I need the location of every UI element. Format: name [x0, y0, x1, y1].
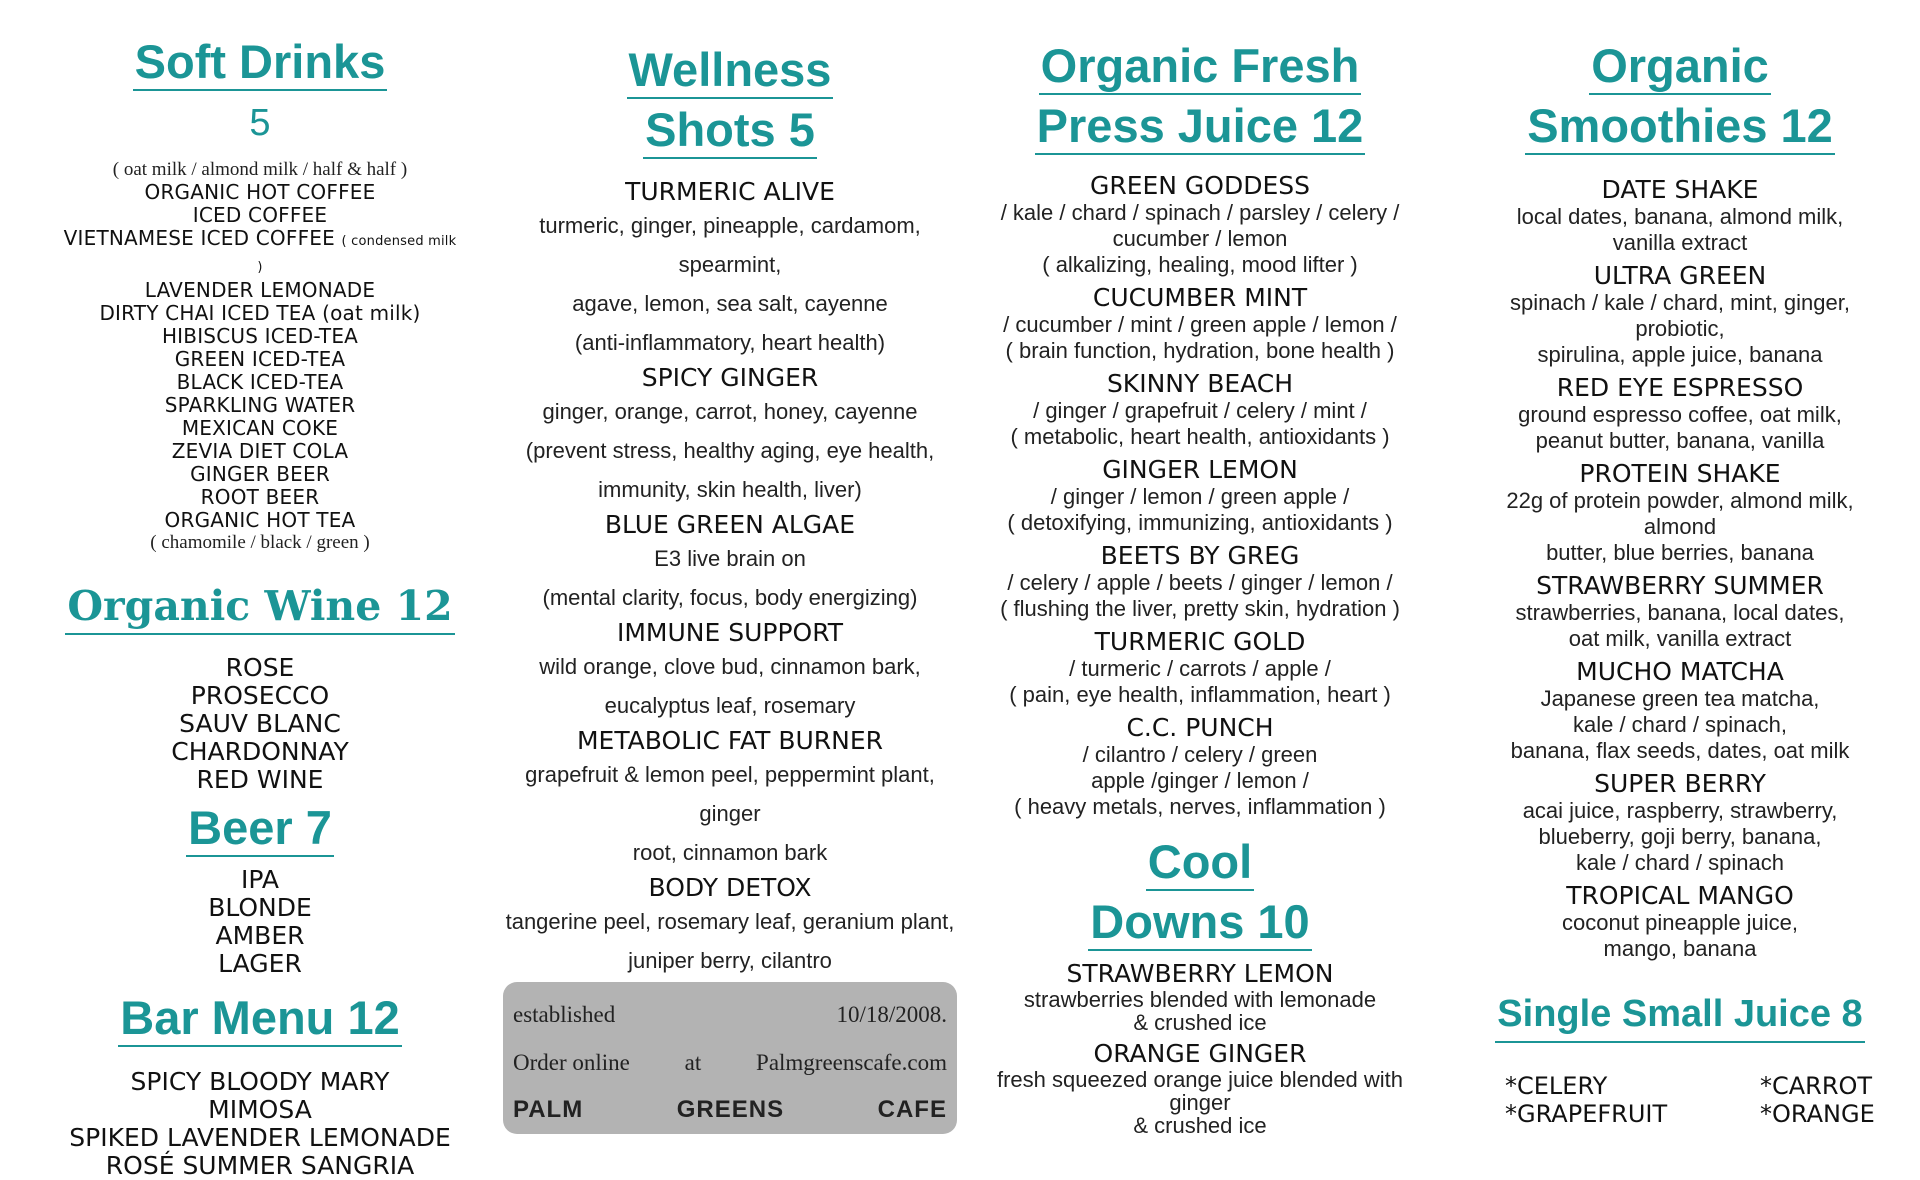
- wellness-list: [505, 178, 955, 980]
- drink-item: SPARKLING WATER: [164, 393, 356, 417]
- cool-item: STRAWBERRY LEMON strawberries blended with lemonade & crushed ice: [1023, 959, 1377, 1035]
- soft-drinks-title: Soft Drinks: [60, 32, 460, 92]
- cool-downs-title: Cool Downs 10: [985, 832, 1415, 952]
- bar-item: SPICY BLOODY MARY: [130, 1067, 390, 1096]
- smoothie-item: STRAWBERRY SUMMER strawberries, banana, local dates, oat milk, vanilla extract: [1515, 571, 1845, 651]
- smoothie-item: DATE SHAKE local dates, banana, almond milk, vanilla extract: [1516, 175, 1844, 255]
- column-smoothies: [1470, 0, 1890, 1044]
- beer-item: LAGER: [218, 949, 302, 978]
- juice-item: C.C. PUNCH / cilantro / celery / green apple /ginger / lemon / ( heavy metals, nerves, inflammation ): [1014, 713, 1386, 819]
- wellness-item: BLUE GREEN ALGAE E3 live brain on (mental clarity, focus, body energizing): [542, 510, 918, 610]
- established-row: established 10/18/2008.: [513, 1002, 947, 1027]
- drink-item: ZEVIA DIET COLA: [171, 439, 349, 463]
- wellness-item: TURMERIC ALIVE turmeric, ginger, pineapple, cardamom, spearmint, agave, lemon, sea salt, cayenne (anti-inflammatory, heart health): [539, 177, 921, 355]
- wellness-title: Wellness Shots 5: [505, 40, 955, 160]
- smoothie-item: MUCHO MATCHA Japanese green tea matcha, kale / chard / spinach, banana, flax seeds, dates, oat milk: [1510, 657, 1850, 763]
- single-juice-item: *CARROT: [1760, 1072, 1873, 1100]
- single-juice-item: *GRAPEFRUIT: [1505, 1100, 1668, 1128]
- wellness-item: IMMUNE SUPPORT wild orange, clove bud, cinnamon bark, eucalyptus leaf, rosemary: [539, 618, 921, 718]
- smoothie-item: ULTRA GREEN spinach / kale / chard, mint, ginger, probiotic, spirulina, apple juice, banana: [1510, 261, 1850, 367]
- wine-item: RED WINE: [196, 765, 324, 794]
- cafe-name-row: PALM GREENS CAFE: [513, 1096, 947, 1123]
- milk-note: ( oat milk / almond milk / half & half ): [112, 159, 408, 180]
- cafe-info-card: [503, 982, 957, 1134]
- smoothie-item: RED EYE ESPRESSO ground espresso coffee, oat milk, peanut butter, banana, vanilla: [1518, 373, 1842, 453]
- soft-drinks-price: 5: [249, 102, 271, 144]
- website-link[interactable]: Palmgreenscafe.com: [756, 1050, 947, 1075]
- column-juice: [985, 0, 1415, 1137]
- juice-item: TURMERIC GOLD / turmeric / carrots / apple / ( pain, eye health, inflammation, heart ): [1009, 627, 1391, 707]
- smoothie-item: TROPICAL MANGO coconut pineapple juice, mango, banana: [1561, 881, 1799, 961]
- bar-item: SPIKED LAVENDER LEMONADE: [69, 1123, 451, 1152]
- smoothie-item: SUPER BERRY acai juice, raspberry, strawberry, blueberry, goji berry, banana, kale / chard / spinach: [1522, 769, 1838, 875]
- column-wellness: [505, 0, 955, 980]
- tea-note: ( chamomile / black / green ): [150, 532, 370, 553]
- wine-title: Organic Wine 12: [60, 576, 460, 636]
- juice-item: BEETS BY GREG / celery / apple / beets / ginger / lemon / ( flushing the liver, pretty skin, hydration ): [1000, 541, 1400, 621]
- oat-milk-note: (oat milk): [322, 301, 421, 325]
- wellness-item: SPICY GINGER ginger, orange, carrot, honey, cayenne (prevent stress, healthy aging, eye health, immunity, skin health, liver): [525, 363, 935, 502]
- drink-item: MEXICAN COKE: [181, 416, 339, 440]
- beer-item: AMBER: [215, 921, 305, 950]
- wine-item: PROSECCO: [190, 681, 330, 710]
- drink-item: LAVENDER LEMONADE: [144, 278, 376, 302]
- drink-item: DIRTY CHAI ICED TEA (oat milk): [99, 301, 421, 325]
- cool-downs-list: [985, 960, 1415, 1137]
- column-soft-drinks: [60, 0, 460, 1180]
- single-juice-item: *CELERY: [1505, 1072, 1608, 1100]
- juice-item: CUCUMBER MINT / cucumber / mint / green apple / lemon / ( brain function, hydration, bone health ): [1003, 283, 1397, 363]
- drink-item: GREEN ICED-TEA: [174, 347, 346, 371]
- smoothie-list: [1470, 176, 1890, 962]
- smoothie-item: PROTEIN SHAKE 22g of protein powder, almond milk, almond butter, blue berries, banana: [1506, 459, 1854, 565]
- cool-item: ORANGE GINGER fresh squeezed orange juice blended with ginger & crushed ice: [996, 1039, 1404, 1138]
- juice-title: Organic Fresh Press Juice 12: [985, 36, 1415, 156]
- drink-item: VIETNAMESE ICED COFFEE ( condensed milk ): [63, 226, 457, 275]
- single-juice-item: *ORANGE: [1760, 1100, 1875, 1128]
- beer-item: IPA: [241, 865, 279, 894]
- wine-item: ROSE: [225, 653, 295, 682]
- wine-item: SAUV BLANC: [179, 709, 341, 738]
- order-online-row: Order online at Palmgreenscafe.com: [513, 1050, 947, 1075]
- drink-item: ORGANIC HOT TEA: [164, 508, 356, 532]
- wellness-item: BODY DETOX tangerine peel, rosemary leaf, geranium plant, juniper berry, cilantro: [505, 873, 955, 973]
- wellness-item: METABOLIC FAT BURNER grapefruit & lemon peel, peppermint plant, ginger root, cinnamon bark: [525, 726, 935, 865]
- drink-item: GINGER BEER: [190, 462, 330, 486]
- drink-item: ROOT BEER: [200, 485, 320, 509]
- beer-title: Beer 7: [60, 798, 460, 858]
- single-juice-title: Single Small Juice 8: [1470, 984, 1890, 1044]
- bar-item: ROSÉ SUMMER SANGRIA: [105, 1151, 415, 1180]
- bar-title: Bar Menu 12: [60, 988, 460, 1048]
- juice-list: [985, 172, 1415, 820]
- beer-item: BLONDE: [208, 893, 312, 922]
- drink-item: ORGANIC HOT COFFEE: [144, 180, 376, 204]
- smoothies-title: Organic Smoothies 12: [1470, 36, 1890, 156]
- drink-item: HIBISCUS ICED-TEA: [161, 324, 359, 348]
- juice-item: GREEN GODDESS / kale / chard / spinach / parsley / celery / cucumber / lemon ( alkalizing, healing, mood lifter ): [1000, 171, 1400, 277]
- drink-item: ICED COFFEE: [192, 203, 328, 227]
- bar-item: MIMOSA: [208, 1095, 312, 1124]
- condensed-milk-note: ( condensed milk ): [257, 234, 457, 275]
- juice-item: SKINNY BEACH / ginger / grapefruit / celery / mint / ( metabolic, heart health, antioxidants ): [1010, 369, 1390, 449]
- wine-item: CHARDONNAY: [171, 737, 349, 766]
- drink-item: BLACK ICED-TEA: [176, 370, 344, 394]
- juice-item: GINGER LEMON / ginger / lemon / green apple / ( detoxifying, immunizing, antioxidants ): [1007, 455, 1393, 535]
